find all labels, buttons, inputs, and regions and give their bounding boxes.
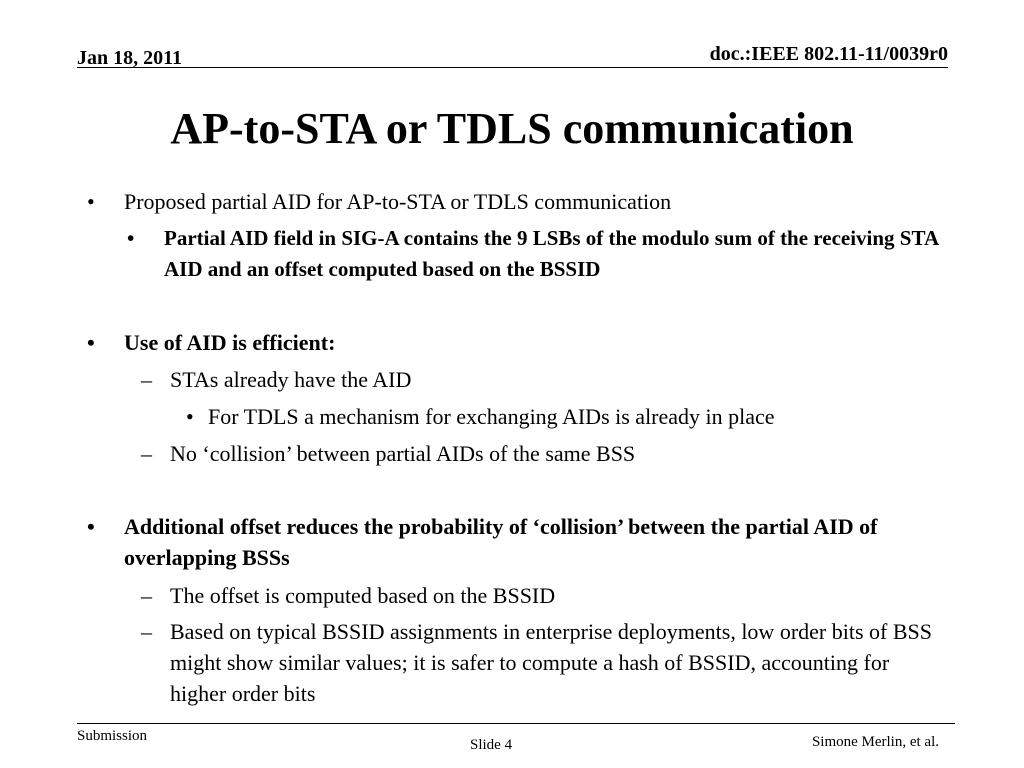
footer-submission: Submission (77, 728, 148, 744)
header-date: Jan 18, 2011 (77, 47, 183, 69)
footer-slide-number: Slide 4 (470, 737, 513, 753)
dash-marker: – (141, 583, 152, 608)
bullet-text: For TDLS a mechanism for exchanging AIDs is already in place (208, 404, 775, 429)
bullet-text: No ‘collision’ between partial AIDs of the same BSS (170, 441, 636, 466)
bullet-text: Proposed partial AID for AP-to-STA or TDLS communication (124, 189, 672, 214)
dash-marker: – (141, 367, 152, 392)
bullet-item (87, 511, 937, 573)
bullet-text: Use of AID is efficient: (124, 330, 336, 355)
bullet-item (186, 401, 966, 432)
header-divider (77, 67, 948, 68)
bullet-item (87, 186, 967, 217)
bullet-text: Additional offset reduces the probability of ‘collision’ between the partial AID of overlapping BSSs (124, 514, 878, 570)
bullet-text: Partial AID field in SIG-A contains the 9 LSBs of the modulo sum of the receiving STA AID and an offset computed based on the BSSID (164, 226, 938, 281)
bullet-marker: • (87, 514, 95, 539)
bullet-marker: • (87, 189, 95, 214)
bullet-item (141, 438, 961, 469)
bullet-item (87, 327, 967, 358)
bullet-marker: • (127, 226, 135, 250)
footer-divider (77, 723, 955, 724)
bullet-text: STAs already have the AID (170, 367, 412, 392)
footer-author: Simone Merlin, et al. (811, 734, 939, 750)
header-doc-id: doc.:IEEE 802.11-11/0039r0 (709, 43, 948, 65)
dash-marker: – (141, 619, 152, 644)
bullet-item (141, 364, 961, 395)
bullet-marker: • (186, 404, 194, 429)
slide-title: AP-to-STA or TDLS communication (170, 104, 854, 153)
bullet-item (141, 616, 941, 709)
bullet-text: Based on typical BSSID assignments in enterprise deployments, low order bits of BSS might show similar values; it is safer to compute a hash of BSSID, accounting for higher order bits (170, 619, 932, 706)
bullet-marker: • (87, 330, 95, 355)
bullet-text: The offset is computed based on the BSSID (170, 583, 556, 608)
bullet-item (127, 223, 962, 285)
dash-marker: – (141, 441, 152, 466)
bullet-item (141, 580, 961, 611)
